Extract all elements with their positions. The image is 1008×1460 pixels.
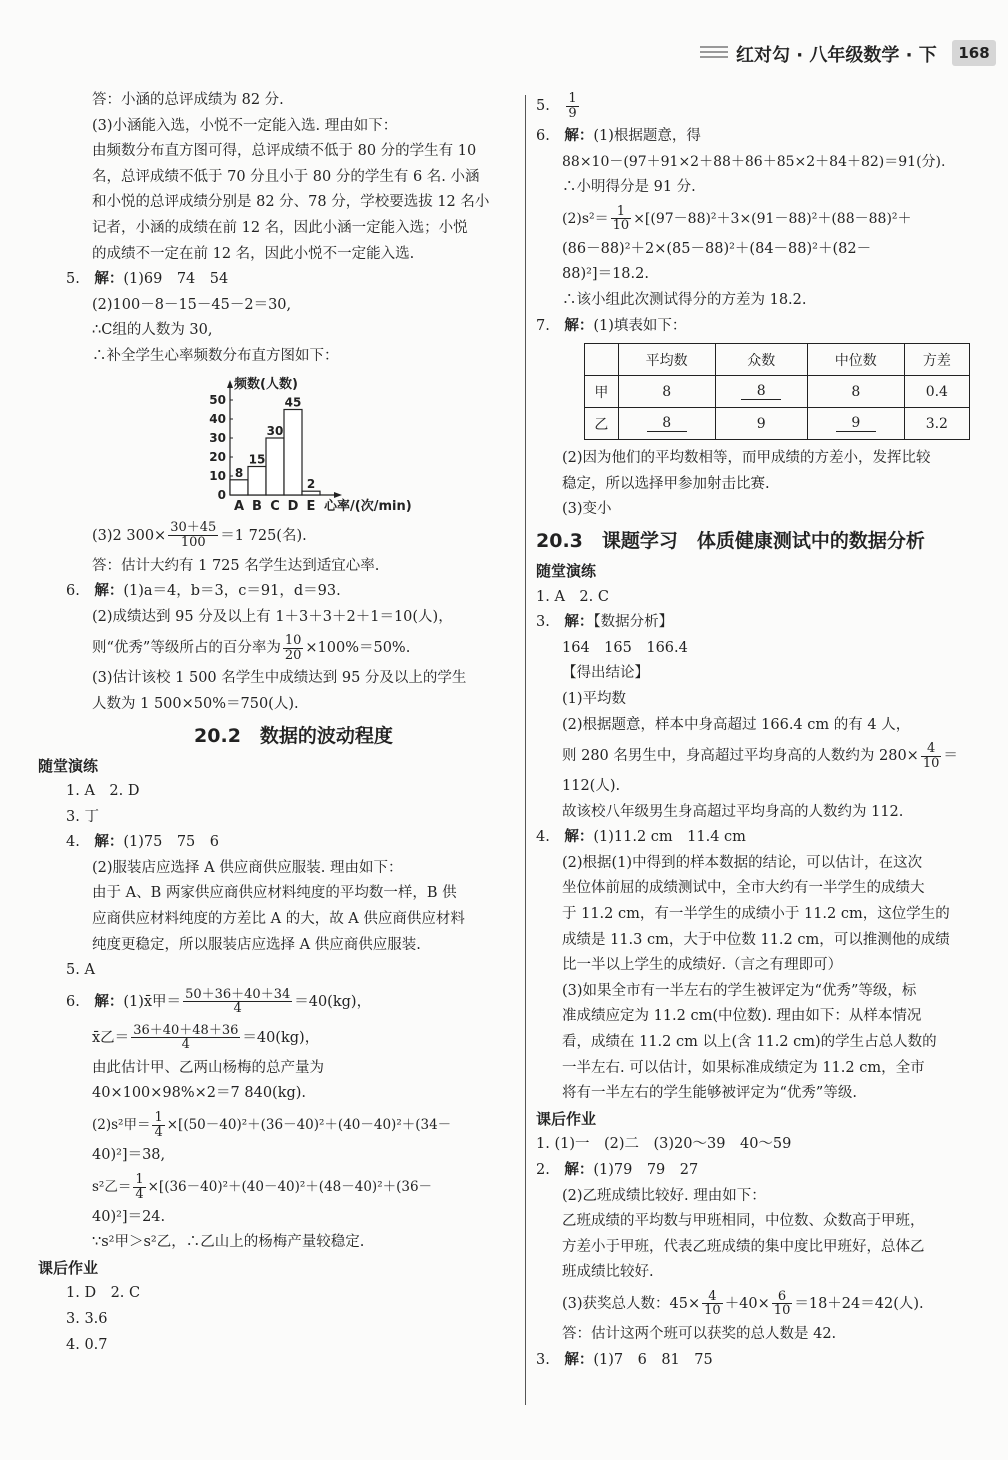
table-cell: 方差 (904, 344, 969, 376)
answer-line: 1. A 2. C (536, 588, 609, 605)
table-cell: 8 (807, 376, 904, 408)
text-line: 答：估计这两个班可以获奖的总人数是 42. (562, 1325, 837, 1342)
bar-value-label: 2 (306, 476, 316, 491)
answer-5: 5. $\frac{1}{9}$ (536, 90, 577, 121)
text-line: 方差小于甲班，代表乙班成绩的集中度比甲班好，总体乙 (562, 1238, 925, 1255)
table-cell (807, 408, 904, 440)
table-cell: 众数 (715, 344, 807, 376)
table-cell: 3.2 (904, 408, 969, 440)
text-line: (3)变小 (562, 501, 612, 518)
histogram-bar (266, 438, 284, 495)
answer-line: 1. A 2. D (66, 783, 140, 800)
text-line: 答：小涵的总评成绩为 82 分. (92, 92, 284, 108)
bar-value-label: 15 (248, 452, 266, 467)
text-line: (2)根据题意，样本中身高超过 166.4 cm 的有 4 人， (562, 716, 911, 733)
x-axis-arrow (334, 492, 342, 498)
header-decoration (700, 46, 728, 60)
histogram-bar (248, 466, 266, 495)
text-line: (2)服装店应选择 A 供应商供应服装. 理由如下： (92, 859, 403, 876)
question-7: 7. 解：(1)填表如下： (536, 317, 687, 334)
heart-rate-histogram (66, 370, 521, 518)
text-line: ∴C组的人数为 30, (92, 322, 213, 339)
text-line: 于 11.2 cm，有一半学生的成绩小于 11.2 cm，这位学生的 (562, 906, 950, 923)
table-cell: 0.4 (904, 376, 969, 408)
text-line: 看，成绩在 11.2 cm 以上(含 11.2 cm)的学生占总人数的 (562, 1034, 937, 1051)
text-line: (3)估计该校 1 500 名学生中成绩达到 95 分及以上的学生 (92, 670, 467, 687)
formula-line: 则“优秀”等级所占的百分率为 $\frac{10}{20}$ ×100%＝50%. (92, 633, 411, 663)
x-category-label: B (252, 498, 262, 514)
answer-line: 1. (1)一 (2)二 (3)20～39 40～59 (536, 1136, 792, 1153)
question-3b: 3. 解：(1)7 6 81 75 (536, 1351, 713, 1368)
histogram-svg (66, 370, 506, 518)
text-line: 112(人). (562, 778, 621, 795)
text-line: 的成绩不一定在前 12 名，因此小悦不一定能入选. (92, 245, 415, 262)
table-row (585, 376, 970, 408)
text-line: 班成绩比较好. (562, 1264, 654, 1281)
text-line: 准成绩应定为 11.2 cm(中位数). 理由如下：从样本情况 (562, 1008, 922, 1025)
text-line: (2)因为他们的平均数相等，而甲成绩的方差小，发挥比较 (562, 450, 931, 467)
bar-value-label: 30 (266, 423, 284, 438)
formula-line: x̄乙＝ $\frac{36+40+48+36}{4}$ ＝40(kg)， (92, 1022, 320, 1053)
stats-table (584, 343, 970, 440)
text-line: 由此估计甲、乙两山杨梅的总产量为 (92, 1059, 324, 1076)
text-line: 由于 A、B 两家供应商供应材料纯度的平均数一样，B 供 (92, 885, 457, 902)
question-6b: 6. 解：(1)x̄甲＝ $\frac{50+36+40+34}{4}$ ＝40(kg)， (66, 986, 372, 1017)
section-heading-20-2: 20.2 数据的波动程度 (194, 724, 393, 747)
table-header-row (585, 344, 970, 376)
histogram-bar (284, 409, 302, 495)
text-line: 40×100×98%×2＝7 840(kg). (92, 1085, 307, 1102)
table-cell (618, 408, 715, 440)
table-cell: 平均数 (618, 344, 715, 376)
table-row (585, 408, 970, 440)
answer-line: 4. 0.7 (66, 1336, 108, 1353)
right-column (536, 88, 992, 1373)
text-line: 【得出结论】 (562, 665, 649, 682)
table-cell (585, 344, 619, 376)
page-header (0, 0, 1008, 84)
y-axis-arrow (227, 380, 233, 388)
x-category-label: C (270, 498, 280, 514)
text-line: 40)²]＝38, (92, 1147, 166, 1164)
bar-value-label: 8 (234, 465, 244, 480)
text-line: 稳定，所以选择甲参加射击比赛. (562, 475, 770, 492)
formula-line: 则 280 名男生中，身高超过平均身高的人数约为 280× $\frac{4}{10}$ ＝ (562, 740, 958, 771)
subsection-heading: 随堂演练 (38, 756, 99, 775)
formula-line: (3)2 300× $\frac{30+45}{100}$ ＝1 725(名). (92, 520, 307, 551)
answer-line: 3. 丁 (66, 808, 99, 825)
text-line: ∴该小组此次测试得分的方差为 18.2. (562, 291, 807, 308)
subsection-heading: 课后作业 (536, 1109, 597, 1128)
bar-value-label: 45 (284, 395, 302, 410)
page-number: 168 (952, 40, 996, 66)
table-cell: 9 (715, 408, 807, 440)
question-6: 6. 解：(1)a＝4，b＝3，c＝91，d＝93. (66, 583, 341, 600)
filled-blank: 8 (741, 383, 781, 400)
text-line: 记者，小涵的成绩在前 12 名，因此小涵一定能入选；小悦 (92, 219, 468, 236)
column-divider (525, 95, 526, 1405)
text-line: 比一半以上学生的成绩好.（言之有理即可） (562, 957, 843, 974)
text-line: 88×10－(97＋91×2＋88＋86＋85×2＋84＋82)＝91(分). (562, 153, 946, 170)
y-tick-label: 20 (209, 449, 226, 464)
book-title: 红对勾 · 八年级数学 · 下 (736, 45, 937, 66)
text-line: (2)乙班成绩比较好. 理由如下： (562, 1187, 766, 1204)
text-line: 和小悦的总评成绩分别是 82 分、78 分，学校要选拔 12 名小 (92, 194, 490, 211)
left-column (38, 88, 521, 1358)
text-line: 纯度更稳定，所以服装店应选择 A 供应商供应服装. (92, 936, 421, 953)
text-line: ∴补全学生心率频数分布直方图如下： (92, 347, 339, 364)
text-line: ∵s²甲＞s²乙，∴乙山上的杨梅产量较稳定. (92, 1234, 365, 1251)
text-line: 成绩是 11.3 cm，大于中位数 11.2 cm，可以推测他的成绩 (562, 931, 950, 948)
text-line: 将有一半左右的学生能够被评定为“优秀”等级. (562, 1085, 857, 1102)
formula-line: s²乙＝ $\frac{1}{4}$ ×[(36－40)²＋(40－40)²＋(48－40)²＋(36－ (92, 1171, 433, 1202)
text-line: 一半左右. 可以估计，如果标准成绩定为 11.2 cm，全市 (562, 1059, 925, 1076)
text-line: 答：估计大约有 1 725 名学生达到适宜心率. (92, 557, 380, 574)
y-tick-label: 0 (217, 487, 226, 502)
question-3: 3. 解：【数据分析】 (536, 614, 674, 631)
text-line: (86－88)²＋2×(85－88)²＋(84－88)²＋(82－ (562, 240, 872, 257)
formula-line: (3)获奖总人数：45× $\frac{4}{10}$ ＋40× $\frac{6}{10}$ ＝18＋24＝42(人). (562, 1288, 924, 1319)
answer-line: 3. 3.6 (66, 1311, 108, 1327)
y-tick-label: 30 (209, 430, 226, 445)
question-2: 2. 解：(1)79 79 27 (536, 1162, 699, 1178)
y-tick-label: 10 (209, 468, 226, 483)
text-line: (2)根据(1)中得到的样本数据的结论，可以估计，在这次 (562, 854, 923, 871)
x-category-label: A (233, 498, 245, 514)
histogram-bar (302, 491, 320, 495)
table-cell: 甲 (585, 376, 619, 408)
text-line: 164 165 166.4 (562, 639, 688, 656)
text-line: (3)小涵能入选，小悦不一定能入选. 理由如下： (92, 117, 398, 134)
text-line: 乙班成绩的平均数与甲班相同，中位数、众数高于甲班， (562, 1213, 925, 1230)
y-axis-label: 频数(人数) (234, 376, 298, 392)
table-cell (715, 376, 807, 408)
section-heading-20-3: 20.3 课题学习 体质健康测试中的数据分析 (536, 529, 925, 552)
formula-line: (2)s²甲＝ $\frac{1}{4}$ ×[(50－40)²＋(36－40)²＋(40－40)²＋(34－ (92, 1110, 452, 1141)
formula-line: (2)s²＝ $\frac{1}{10}$ ×[(97－88)²＋3×(91－88)²＋(88－88)²＋ (562, 203, 912, 234)
question-4: 4. 解：(1)11.2 cm 11.4 cm (536, 829, 746, 846)
subsection-heading: 随堂演练 (536, 561, 597, 580)
text-line: 故该校八年级男生身高超过平均身高的人数约为 112. (562, 803, 904, 820)
x-axis-label: 心率/(次/min) (324, 498, 412, 514)
text-line: 40)²]＝24. (92, 1208, 166, 1225)
text-line: 88)²]＝18.2. (562, 266, 649, 283)
text-line: (3)如果全市有一半左右的学生被评定为“优秀”等级，标 (562, 982, 917, 999)
text-line: ∴小明得分是 91 分. (562, 179, 696, 196)
text-line: 由频数分布直方图可得，总评成绩不低于 80 分的学生有 10 (92, 143, 477, 160)
table-cell: 乙 (585, 408, 619, 440)
text-line: 应商供应材料纯度的方差比 A 的大，故 A 供应商供应材料 (92, 911, 465, 928)
subsection-heading: 课后作业 (38, 1258, 99, 1277)
text-line: (2)成绩达到 95 分及以上有 1＋3＋3＋2＋1＝10(人)， (92, 608, 453, 625)
question-4: 4. 解：(1)75 75 6 (66, 834, 220, 851)
x-category-label: E (306, 498, 316, 514)
answer-line: 5. A (66, 962, 95, 979)
x-category-label: D (287, 498, 299, 514)
text-line: 坐位体前屈的成绩测试中，全市大约有一半学生的成绩大 (562, 880, 925, 897)
y-tick-label: 50 (209, 392, 226, 407)
y-tick-label: 40 (209, 411, 226, 426)
text-line: 人数为 1 500×50%＝750(人). (92, 695, 299, 712)
text-line: 名，总评成绩不低于 70 分且小于 80 分的学生有 6 名. 小涵 (92, 168, 480, 185)
filled-blank: 8 (647, 415, 687, 432)
text-line: (1)平均数 (562, 690, 627, 707)
table-cell: 8 (618, 376, 715, 408)
histogram-bar (230, 479, 248, 494)
filled-blank: 9 (836, 415, 876, 432)
question-6: 6. 解：(1)根据题意，得 (536, 128, 701, 144)
answer-line: 1. D 2. C (66, 1285, 141, 1302)
question-5: 5. 解：(1)69 74 54 (66, 271, 229, 288)
table-cell: 中位数 (807, 344, 904, 376)
text-line: (2)100－8－15－45－2＝30, (92, 296, 292, 313)
